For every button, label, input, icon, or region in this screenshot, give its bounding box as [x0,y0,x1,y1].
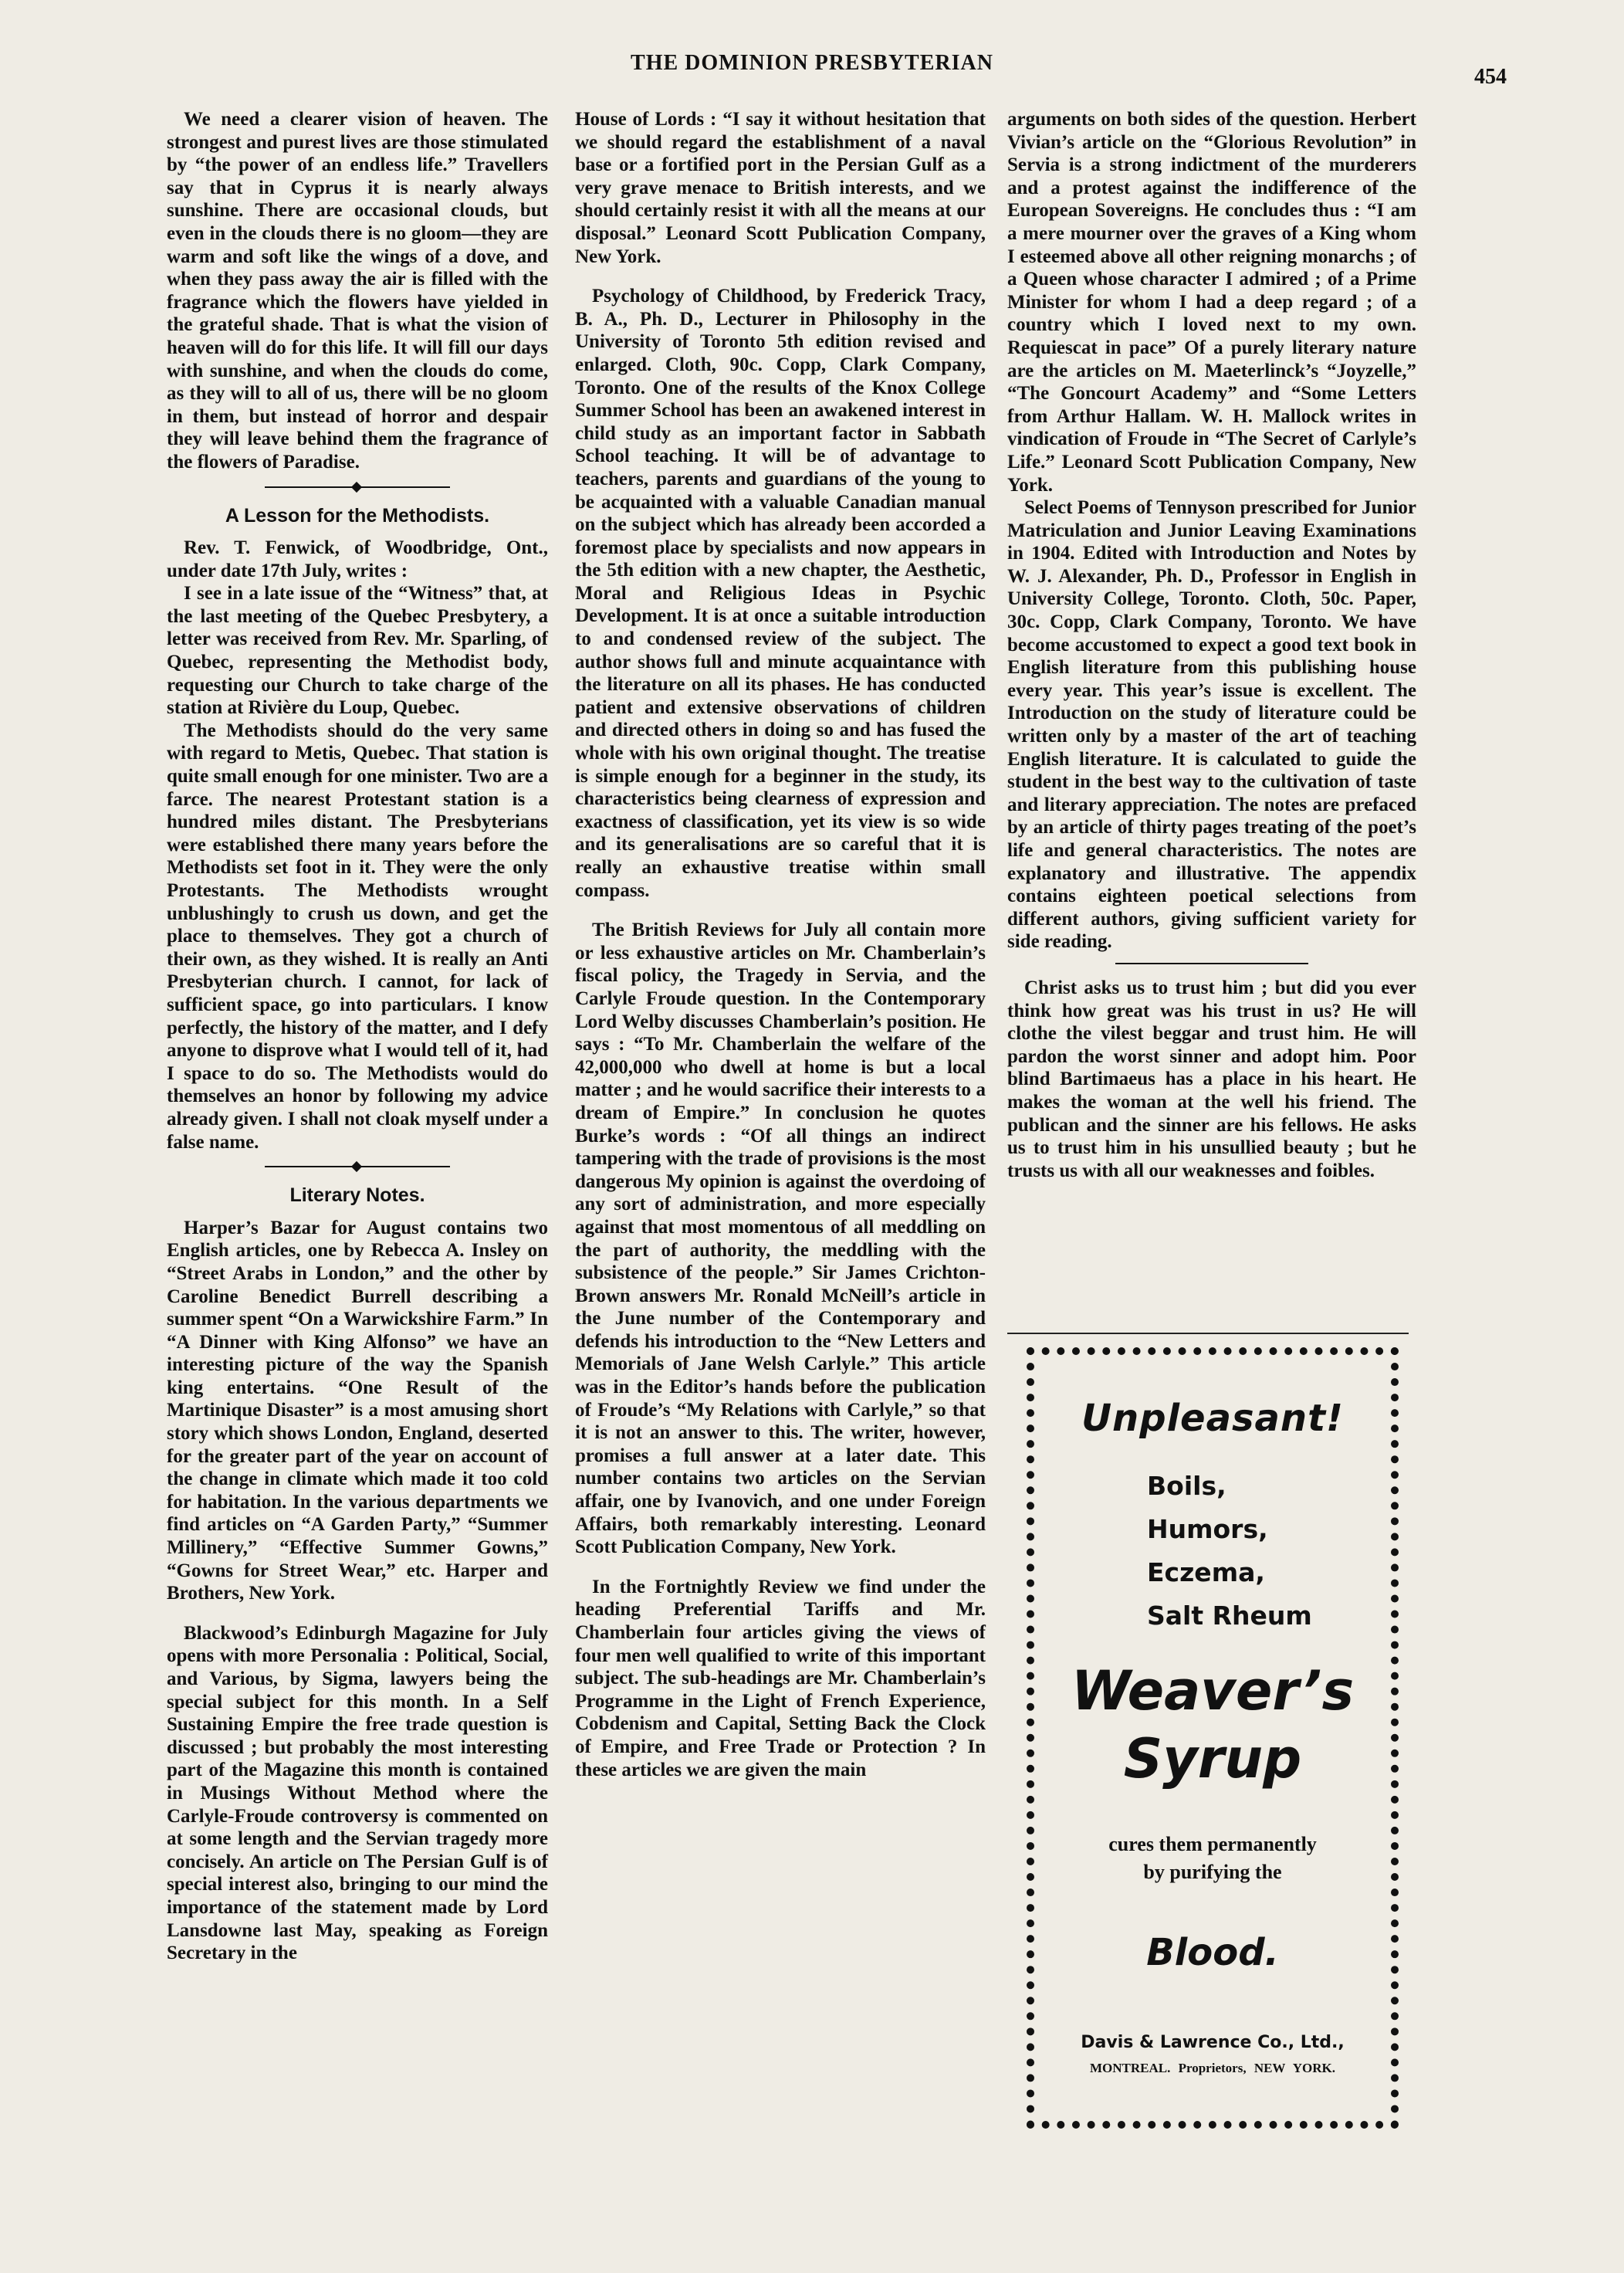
advertisement-content [1047,1367,1379,2109]
product-name-line: Weaver’s [1071,1659,1355,1723]
ailment-item: Eczema, [1147,1557,1265,1587]
tagline-line: cures them permanently [1108,1833,1317,1855]
product-tagline [1047,1831,1379,1886]
blood-word: Blood. [1146,1931,1279,1974]
company-name: Davis & Lawrence Co., Ltd., [1081,2033,1345,2052]
column-3 [1007,108,1416,1182]
product-name-line: Syrup [1123,1727,1302,1790]
article-paragraph: The British Reviews for July all contain more or less exhaustive articles on Mr. Chamberlain’s fiscal policy, the Tragedy in Servia, and the Carlyle Froude question. In the Contemporary Lord Welby discusses Chamberlain’s position. He says : “To Mr. Chamberlain the welfare of the 42,000,000 who dwell at home is but a local matter ; and he would sacrifice their interests to a dream of Empire.” In conclusion he quotes Burke’s words : “Of all things an indirect tampering with the trade of provisions is the most dangerous My opinion is against the overdoing of any sort of administration, and more especially against that most momentous of all meddling on the part of authority, the meddling with the subsistence of the people.” Sir James Crichton-Brown answers Mr. Ronald McNeill’s article in the June number of the Contemporary and defends his introduction to the “New Letters and Memorials of Jane Welsh Carlyle.” This article was in the Editor’s hands before the publication of Froude’s “My Relations with Carlyle,” so that it is not an answer to this. The writer, however, promises a full answer at a later date. This number contains two articles on the Servian affair, one by Ivanovich, and one under Foreign Affairs, both remarkably interesting. Leonard Scott Publication Company, New York. [575,920,986,1558]
trust-paragraph: Christ asks us to trust him ; but did you ever think how great was his trust in us? He will clothe the vilest beggar and trust him. He will pardon the worst sinner and adopt him. Poor blind Bartimaeus has a place in his heart. He makes the woman at the well his friend. The publican and the sinner are his fellows. He asks us to trust him in his unsullied beauty ; but he trusts us with all our weaknesses and foibles. [1007,977,1416,1181]
masthead-title: THE DOMINION PRESBYTERIAN [631,51,993,75]
product-name [1047,1657,1379,1793]
lesson-heading: A Lesson for the Methodists. [225,504,490,527]
lesson-paragraph: The Methodists should do the very same with regard to Metis, Quebec. That station is quite small enough for one minister. Two are a farce. The nearest Protestant station is a hundred miles distant. The Presbyterians were established there many years before the Methodists set foot in it. They were the only Protestants. The Methodists wrought unblushingly to crush us down, and get the place to themselves. They got a church of their own, as they wished. It is really an Anti Presbyterian church. I cannot, for lack of sufficient space, go into particulars. I know perfectly, the history of the matter, and I defy anyone to disprove what I would tell of it, had I space to do so. The Methodists would do themselves an honor by following my advice already given. I shall not cloak myself under a false name. [167,720,548,1153]
tagline-line: by purifying the [1143,1861,1282,1883]
article-paragraph: Psychology of Childhood, by Frederick Tracy, B. A., Ph. D., Lecturer in Philosophy in the University of Toronto 5th edition revised and enlarged. Cloth, 90c. Copp, Clark Company, Toronto. One of the results of the Knox College Summer School has been an awakened interest in child study as an important factor in Sabbath School teaching. It will be of advantage to teachers, parents and guardians of the young to be acquainted with a valuable Canadian manual on the subject which has already been accorded a foremost place by specialists and now appears in the 5th edition with a new chapter, the Aesthetic, Moral and Religious Ideas in Psychic Development. It is at once a suitable introduction to and condensed review of the subject. The author shows full and minute acquaintance with the literature on all its phases. He has conducted patient and extensive observations of children and directed others in doing so and has fused the whole with his own original thought. The treatise is simple enough for a beginner in the study, its characteristics being clearness of expression and exactness of classification, yet its view is so wide and its generalisations are so careful that it is really an exhaustive treatise within small compass. [575,286,986,901]
advertisement-box [1027,1347,1399,2129]
company-location: MONTREAL. Proprietors, NEW YORK. [1089,2061,1335,2075]
ailment-list [1147,1465,1312,1638]
lesson-byline: Rev. T. Fenwick, of Woodbridge, Ont., under date 17th July, writes : [167,537,548,581]
section-rule-divider [1115,963,1308,964]
column-1 [167,108,548,1965]
advertisement-top-rule [1007,1333,1409,1334]
ailment-item: Salt Rheum [1147,1601,1312,1631]
section-ornament-divider [265,1163,450,1170]
article-paragraph: In the Fortnightly Review we find under the heading Preferential Tariffs and Mr. Chamberlain four articles giving the views of four men well qualified to write of this important subject. The sub-headings are Mr. Chamberlain’s Programme in the Light of French Experience, Cobdenism and Capital, Setting Back the Clock of Empire, and Free Trade or Protection ? In these articles we are given the main [575,1576,986,1780]
column-2 [575,108,986,1781]
article-paragraph: House of Lords : “I say it without hesitation that we should regard the establishment of a naval base or a fortified port in the Persian Gulf as a very grave menace to British interests, and we should certainly resist it with all the means at our disposal.” Leonard Scott Publication Company, New York. [575,109,986,267]
literary-notes-heading: Literary Notes. [289,1184,425,1207]
ailment-item: Humors, [1147,1514,1268,1544]
article-paragraph: arguments on both sides of the question. Herbert Vivian’s article on the “Glorious Revolution” in Servia is a strong indictment of the murderers and a protest against the indifference of the European Sovereigns. He concludes thus : “I am a mere mourner over the graves of a King whom I esteemed above all other reigning monarchs ; of a Queen whose character I admired ; of a Prime Minister for whom I had a deep regard ; of a country which I loved next to my own. Requiescat in pace” Of a purely literary nature are the articles on M. Maeterlinck’s “Joyzelle,” “The Goncourt Academy” and “Some Letters from Arthur Hallam. W. H. Mallock writes in vindication of Froude in “The Secret of Carlyle’s Life.” Leonard Scott Publication Company, New York. [1007,109,1416,496]
page-number: 454 [1474,65,1507,89]
lesson-paragraph: I see in a late issue of the “Witness” that, at the last meeting of the Quebec Presbytery, a letter was received from Rev. Mr. Sparling, of Quebec, representing the Methodist body, requesting our Church to take charge of the station at Rivière du Loup, Quebec. [167,583,548,719]
heaven-paragraph: We need a clearer vision of heaven. The strongest and purest lives are those stimulated by “the power of an endless life.” Travellers say that in Cyprus it is nearly always sunshine. There are occasional clouds, but even in the clouds there is no gloom—they are warm and soft like the wings of a dove, and when they pass away the air is filled with the fragrance which the flowers have yielded in the grateful shade. That is what the vision of heaven will do for this life. It will fill our days with sunshine, and when the clouds do come, as they will to all of us, there will be no gloom in them, but instead of horror and despair they will leave behind them the fragrance of the flowers of Paradise. [167,109,548,473]
section-ornament-divider [265,483,450,491]
article-paragraph: Select Poems of Tennyson prescribed for Junior Matriculation and Junior Leaving Examinations in 1904. Edited with Introduction and Notes by W. J. Alexander, Ph. D., Professor in English in University College, Toronto. Cloth, 50c. Paper, 30c. Copp, Clark Company, Toronto. We have become accustomed to expect a good text book in English literature from this publishing house every year. This year’s issue is excellent. The Introduction on the study of literature could be written only by a master of the art of teaching English literature. It is calculated to guide the student in the best way to the cultivation of taste and literary appreciation. The notes are prefaced by an article of thirty pages treating of the poet’s life and general characteristics. The notes are explanatory and illustrative. The appendix contains eighteen poetical selections from different authors, giving sufficient variety for side reading. [1007,497,1416,953]
literary-paragraph: Blackwood’s Edinburgh Magazine for July opens with more Personalia : Political, Social, and Various, by Sigma, lawyers being the special subject for this month. In a Self Sustaining Empire the free trade question is discussed ; but probably the most interesting part of the Magazine this month is contained in Musings Without Method where the Carlyle-Froude controversy is commented on at some length and the Servian tragedy more concisely. An article on The Persian Gulf is of special interest also, bringing to our mind the importance of the statement made by Lord Lansdowne last May, speaking as Foreign Secretary in the [167,1622,548,1964]
ailment-item: Boils, [1147,1471,1226,1501]
advertisement-headline: Unpleasant! [1081,1397,1344,1440]
literary-paragraph: Harper’s Bazar for August contains two English articles, one by Rebecca A. Insley on “Street Arabs in London,” and the other by Caroline Benedict Burrell describing a summer spent “On a Warwickshire Farm.” In “A Dinner with King Alfonso” we have an interesting picture of the way the Spanish king entertains. “One Result of the Martinique Disaster” is a most amusing short story which shows London, England, deserted for the greater part of the year on account of the change in climate which made it too cold for habitation. In the various departments we find articles on “A Garden Party,” “Summer Millinery,” “Effective Summer Gowns,” “Gowns for Street Wear,” etc. Harper and Brothers, New York. [167,1217,548,1604]
